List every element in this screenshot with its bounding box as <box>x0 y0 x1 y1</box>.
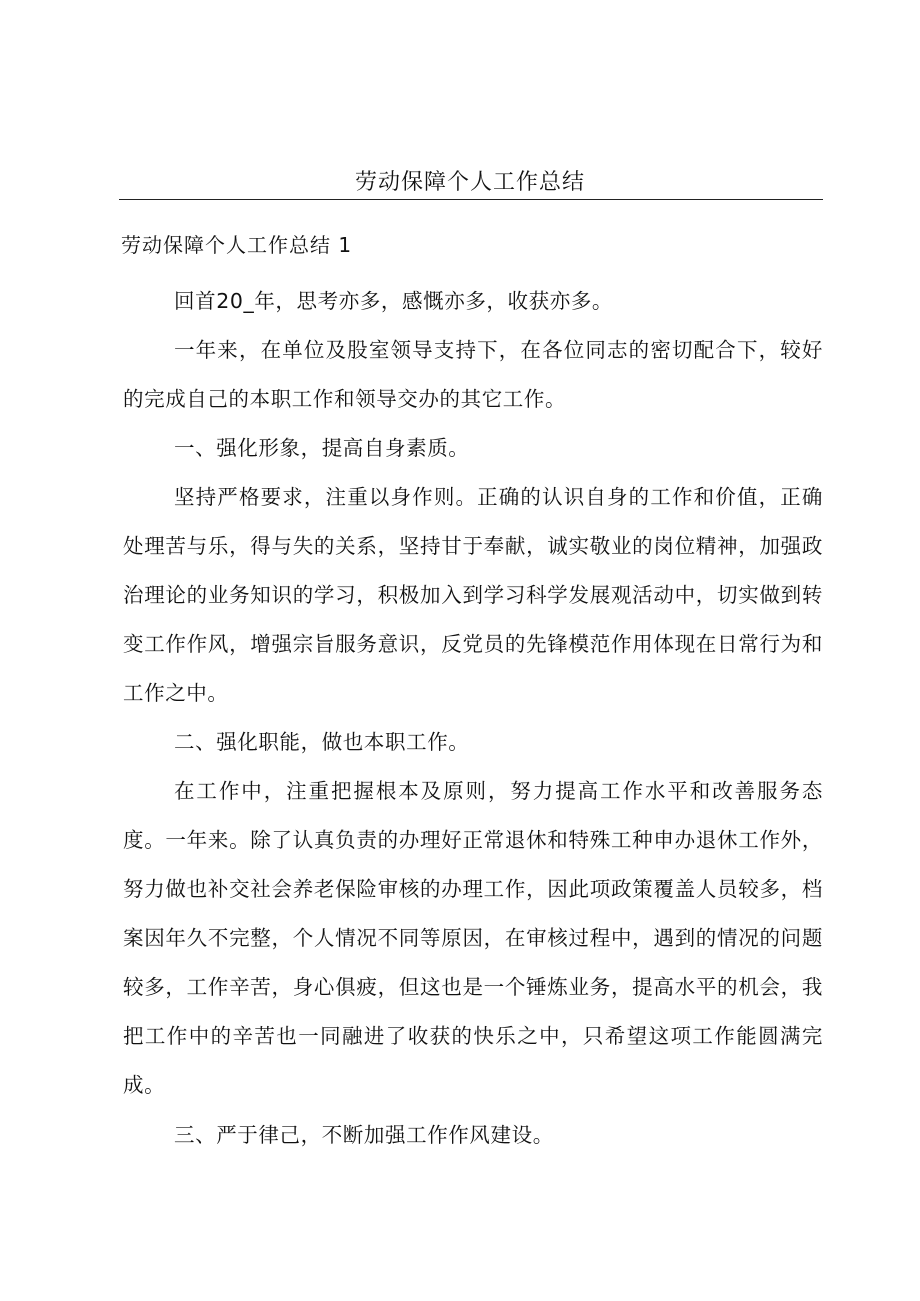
document-title: 劳动保障个人工作总结 <box>354 170 585 195</box>
document-body <box>123 277 823 1160</box>
title-underline <box>119 199 823 200</box>
paragraph-overview: 一年来，在单位及股室领导支持下，在各位同志的密切配合下，较好的完成自己的本职工作和领导交办的其它工作。 <box>123 338 823 411</box>
section-heading: 劳动保障个人工作总结 1 <box>121 233 353 257</box>
paragraph-heading-2: 二、强化职能，做也本职工作。 <box>174 730 470 754</box>
paragraph-heading-3: 三、严于律己，不断加强工作作风建设。 <box>174 1123 554 1147</box>
paragraph-body-2: 在工作中，注重把握根本及原则，努力提高工作水平和改善服务态度。一年来。除了认真负责的办理好正常退休和特殊工种申办退休工作外，努力做也补交社会养老保险审核的办理工作，因此项政策覆盖人员较多，档案因年久不完整，个人情况不同等原因，在审核过程中，遇到的情况的问题较多，工作辛苦，身心俱疲，但这也是一个锤炼业务，提高水平的机会，我把工作中的辛苦也一同融进了收获的快乐之中，只希望这项工作能圆满完成。 <box>123 779 823 1097</box>
paragraph-heading-1: 一、强化形象，提高自身素质。 <box>174 436 470 460</box>
paragraph-intro: 回首20_年，思考亦多，感慨亦多，收获亦多。 <box>174 289 614 313</box>
paragraph-body-1: 坚持严格要求，注重以身作则。正确的认识自身的工作和价值，正确处理苦与乐，得与失的关系，坚持甘于奉献，诚实敬业的岗位精神，加强政治理论的业务知识的学习，积极加入到学习科学发展观活动中，切实做到转变工作作风，增强宗旨服务意识，反党员的先锋模范作用体现在日常行为和工作之中。 <box>123 485 823 705</box>
